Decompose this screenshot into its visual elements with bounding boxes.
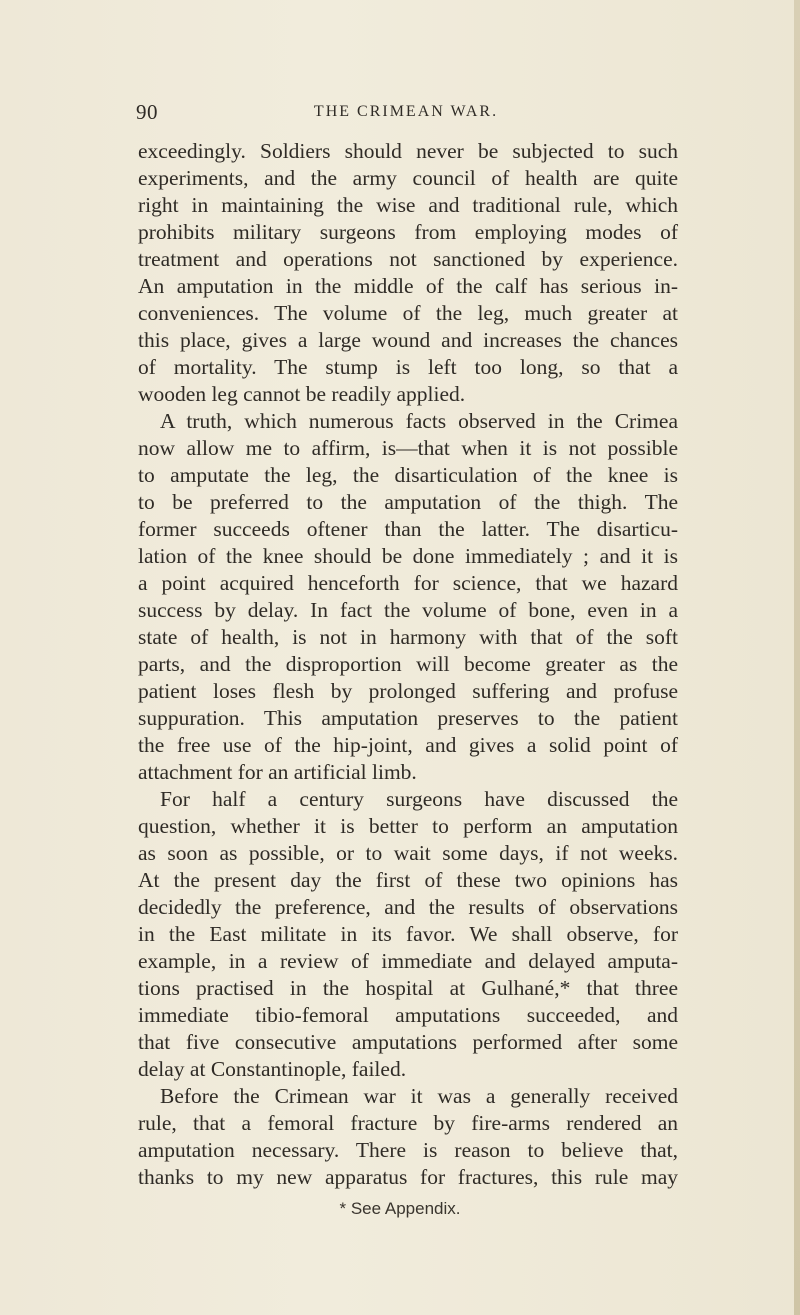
text-line: A truth, which numerous facts observed in the Crimea bbox=[160, 409, 678, 433]
text-line: rule, that a femoral fracture by fire-arms rendered an bbox=[138, 1111, 678, 1135]
text-line: attachment for an artificial limb. bbox=[138, 760, 417, 784]
text-line: success by delay. In fact the volume of bone, even in a bbox=[138, 598, 678, 622]
text-line: right in maintaining the wise and traditional rule, which bbox=[138, 193, 678, 217]
text-line: to be preferred to the amputation of the thigh. The bbox=[138, 490, 678, 514]
text-line: patient loses flesh by prolonged suffering and profuse bbox=[138, 679, 678, 703]
text-line: the free use of the hip-joint, and gives a solid point of bbox=[138, 733, 678, 757]
text-line: experiments, and the army council of health are quite bbox=[138, 166, 678, 190]
text-line: to amputate the leg, the disarticulation of the knee is bbox=[138, 463, 678, 487]
text-line: a point acquired henceforth for science, that we hazard bbox=[138, 571, 678, 595]
text-line: suppuration. This amputation preserves to the patient bbox=[138, 706, 678, 730]
page-header bbox=[136, 100, 676, 128]
text-line: example, in a review of immediate and delayed amputa- bbox=[138, 949, 678, 973]
text-line: immediate tibio-femoral amputations succeeded, and bbox=[138, 1003, 678, 1027]
text-line: parts, and the disproportion will become greater as the bbox=[138, 652, 678, 676]
text-line: of mortality. The stump is left too long, so that a bbox=[138, 355, 678, 379]
text-line: For half a century surgeons have discussed the bbox=[160, 787, 678, 811]
text-line: At the present day the first of these two opinions has bbox=[138, 868, 678, 892]
text-line: thanks to my new apparatus for fractures, this rule may bbox=[138, 1165, 678, 1189]
text-line: that five consecutive amputations performed after some bbox=[138, 1030, 678, 1054]
text-line: delay at Constantinople, failed. bbox=[138, 1057, 407, 1081]
text-line: An amputation in the middle of the calf has serious in- bbox=[138, 274, 678, 298]
text-line: decidedly the preference, and the results of observations bbox=[138, 895, 678, 919]
text-line: treatment and operations not sanctioned by experience. bbox=[138, 247, 678, 271]
text-line: as soon as possible, or to wait some days, if not weeks. bbox=[138, 841, 678, 865]
text-line: Before the Crimean war it was a generally received bbox=[160, 1084, 678, 1108]
text-line: in the East militate in its favor. We shall observe, for bbox=[138, 922, 678, 946]
text-line: exceedingly. Soldiers should never be subjected to such bbox=[138, 139, 678, 163]
footnote: * See Appendix. bbox=[339, 1199, 461, 1218]
text-line: lation of the knee should be done immediately ; and it is bbox=[138, 544, 678, 568]
text-line: state of health, is not in harmony with that of the soft bbox=[138, 625, 678, 649]
page-edge bbox=[794, 0, 800, 1315]
text-line: tions practised in the hospital at Gulhané,* that three bbox=[138, 976, 678, 1000]
page-number: 90 bbox=[136, 100, 158, 124]
body-text bbox=[138, 138, 678, 1191]
text-line: former succeeds oftener than the latter. The disarticu- bbox=[138, 517, 678, 541]
text-line: prohibits military surgeons from employing modes of bbox=[138, 220, 678, 244]
text-line: question, whether it is better to perform an amputation bbox=[138, 814, 678, 838]
text-line: amputation necessary. There is reason to believe that, bbox=[138, 1138, 678, 1162]
text-line: this place, gives a large wound and increases the chances bbox=[138, 328, 678, 352]
text-line: now allow me to affirm, is—that when it is not possible bbox=[138, 436, 678, 460]
running-head: THE CRIMEAN WAR. bbox=[313, 103, 499, 120]
text-line: conveniences. The volume of the leg, much greater at bbox=[138, 301, 678, 325]
text-line: wooden leg cannot be readily applied. bbox=[138, 382, 466, 406]
